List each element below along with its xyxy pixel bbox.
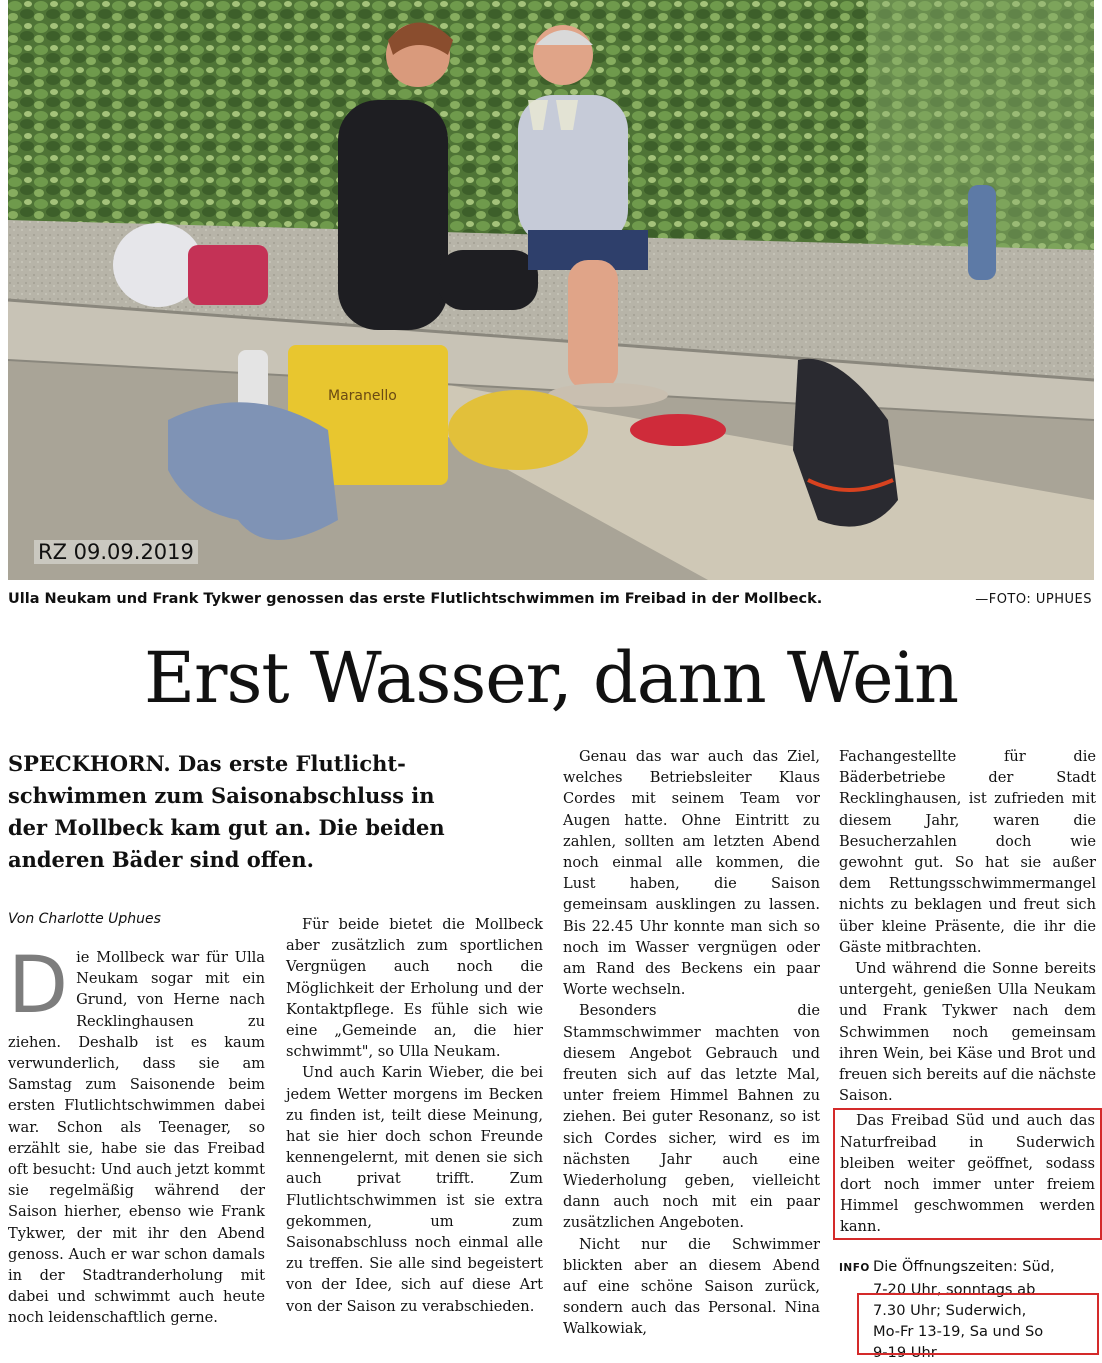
info-line: Mo-Fr 13-19, Sa und So	[873, 1323, 1044, 1340]
article-photo	[8, 0, 1094, 580]
article-lead	[8, 748, 543, 876]
photo-date-stamp: RZ 09.09.2019	[34, 540, 198, 564]
lead-line: anderen Bäder sind offen.	[8, 847, 314, 872]
info-line: 7-20 Uhr, sonntags ab	[873, 1281, 1036, 1298]
highlighted-hours-box	[857, 1293, 1099, 1355]
info-label: INFO	[839, 1262, 870, 1274]
lead-line: der Mollbeck kam gut an. Die beiden	[8, 815, 445, 840]
paragraph: Und auch Karin Wieber, die bei jedem Wetter morgens im Becken zu finden ist, teilt diese Meinung, hat sie hier doch schon Freunde kennengelernt, mit denen sie sich auch privat trifft. Zum Flutlichtschwimmen ist sie extra gekommen, um zum Saisonabschluss noch einmal alle zu treffen. Sie alle sind begeistert von der Idee, sich auf diese Art von der Saison zu verabschieden.	[286, 1064, 543, 1315]
info-line: 7.30 Uhr; Suderwich,	[873, 1302, 1027, 1319]
paragraph: ie Mollbeck war für Ulla Neukam sogar mit ein Grund, von Herne nach Recklinghausen zu ziehen. Deshalb ist es kaum verwunderlich, dass sie am Samstag zum Saisonende beim ersten Flutlichtschwimmen dabei war. Schon als Teenager, so erzählt sie, habe sie das Freibad oft besucht: Und auch jetzt kommt sie regelmäßig während der Saison hierher, ebenso wie Frank Tykwer, der mit ihr den Abend genoss. Auch er war schon damals in der Stadtranderholung mit dabei und schwimmt auch heute noch leidenschaftlich gerne.	[8, 949, 265, 1327]
drop-cap: D	[8, 941, 69, 1031]
photo-illustration	[8, 0, 1094, 580]
photo-credit: —FOTO: UPHUES	[975, 592, 1092, 607]
paragraph: Und während die Sonne bereits untergeht, genießen Ulla Neukam und Frank Tykwer nach dem Schwimmen noch gemeinsam ihren Wein, bei Käse und Brot und freuen sich bereits auf die nächste Saison.	[839, 960, 1096, 1105]
paragraph: Für beide bietet die Mollbeck aber zusätzlich zum sportlichen Vergnügen auch noch die Möglichkeit der Erholung und der Kontaktpflege. Es fühle sich wie eine „Gemeinde an, die hier schwimmt", so Ulla Neukam.	[286, 916, 543, 1061]
info-text: Die Öffnungszeiten: Süd,	[873, 1258, 1055, 1275]
article-column-3	[563, 746, 820, 1340]
article-column-2	[286, 914, 543, 1317]
paragraph: Genau das war auch das Ziel, welches Betriebsleiter Klaus Cordes mit seinem Team vor Augen hatte. Ohne Eintritt zu zahlen, sollten am letzten Abend noch einmal alle kommen, die Lust haben, die Saison gemeinsam ausklingen zu lassen. Bis 22.45 Uhr konnte man sich so noch im Wasser vergnügen oder am Rand des Beckens ein paar Worte wechseln.	[563, 748, 820, 999]
caption-text: Ulla Neukam und Frank Tykwer genossen das erste Flutlichtschwimmen im Freibad in der Mollbeck.	[8, 591, 823, 607]
lead-line: schwimmen zum Saisonabschluss in	[8, 783, 435, 808]
photo-caption	[8, 591, 1094, 613]
article-column-1	[8, 941, 265, 1329]
paragraph: Fachangestellte für die Bäderbetriebe der Stadt Recklinghausen, ist zufrieden mit diesem Jahr, waren die Besucherzahlen doch wie gewohnt gut. So hat sie außer dem Rettungsschwimmermangel nichts zu beklagen und freut sich über kleine Präsente, die ihr die Gäste mitbrachten.	[839, 748, 1096, 956]
article-column-4	[839, 746, 1096, 1240]
info-line	[839, 1256, 1096, 1279]
highlighted-paragraph-box	[833, 1108, 1102, 1239]
paragraph: Nicht nur die Schwimmer blickten aber an diesem Abend auf eine schöne Saison zurück, sondern auch das Personal. Nina Walkowiak,	[563, 1235, 820, 1338]
article-headline: Erst Wasser, dann Wein	[143, 637, 959, 719]
paragraph: Das Freibad Süd und auch das Naturfreibad in Suderwich bleiben weiter geöffnet, sodass dort noch immer unter freiem Himmel geschwommen werden kann.	[840, 1112, 1095, 1236]
info-line: 9-19 Uhr	[873, 1344, 937, 1361]
author-byline: Von Charlotte Uphues	[8, 911, 161, 927]
lead-line: SPECKHORN. Das erste Flutlicht-	[8, 751, 406, 776]
paragraph: Besonders die Stammschwimmer machten von diesem Angebot Gebrauch und freuten sich auf das letzte Mal, unter freiem Himmel Bahnen zu ziehen. Bei guter Resonanz, so ist sich Cordes sicher, wird es im nächsten Jahr auch eine Wiederholung geben, vielleicht dann auch noch mit ein paar zusätzlichen Angeboten.	[563, 1002, 820, 1232]
bag-brand-text: Maranello	[328, 388, 397, 404]
